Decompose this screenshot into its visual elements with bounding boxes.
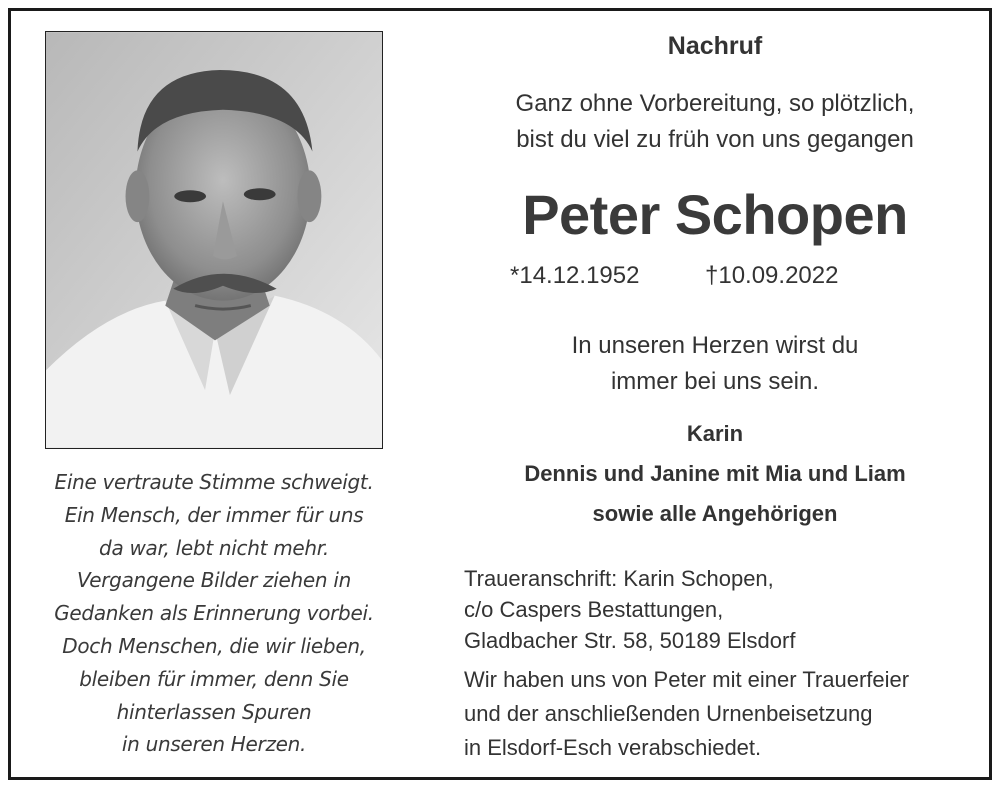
portrait-photo (45, 31, 383, 449)
address-line: Gladbacher Str. 58, 50189 Elsdorf (464, 628, 796, 653)
mourner-line: Karin (686, 421, 744, 446)
poem-line: Gedanken als Erinnerung vorbei. (54, 601, 374, 626)
farewell-line: Wir haben uns von Peter mit einer Trauerfeier (464, 667, 910, 692)
verse-line: immer bei uns sein. (610, 368, 820, 395)
poem-line: da war, lebt nicht mehr. (99, 535, 329, 560)
mourner-line: Dennis und Janine mit Mia und Liam (524, 461, 906, 486)
birth-date: *14.12.1952 (510, 262, 640, 289)
memorial-verse (440, 328, 990, 400)
intro-text (440, 86, 990, 158)
farewell-line: und der anschließenden Urnenbeisetzung (464, 701, 873, 726)
farewell-note (464, 663, 984, 765)
address-line: c/o Caspers Bestattungen, (464, 597, 724, 622)
poem-line: Vergangene Bilder ziehen in (77, 568, 351, 593)
mourners (440, 414, 990, 534)
poem-line: bleiben für immer, denn Sie (79, 666, 349, 691)
poem-line: Doch Menschen, die wir lieben, (62, 633, 366, 658)
deceased-name: Peter Schopen (522, 183, 908, 246)
poem-line: hinterlassen Spuren (116, 699, 312, 724)
poem-line: Ein Mensch, der immer für uns (64, 502, 364, 527)
verse-line: In unseren Herzen wirst du (571, 332, 859, 359)
address-line: Traueranschrift: Karin Schopen, (464, 566, 774, 591)
intro-line: Ganz ohne Vorbereitung, so plötzlich, (515, 90, 915, 117)
death-date: †10.09.2022 (705, 262, 839, 289)
notice-heading: Nachruf (667, 32, 763, 60)
mourning-address (464, 563, 984, 656)
poem-line: in unseren Herzen. (121, 732, 307, 757)
poem (45, 466, 383, 761)
farewell-line: in Elsdorf-Esch verabschiedet. (464, 735, 762, 760)
portrait-image (46, 32, 382, 448)
mourner-line: sowie alle Angehörigen (592, 501, 838, 526)
intro-line: bist du viel zu früh von uns gegangen (516, 126, 914, 153)
poem-line: Eine vertraute Stimme schweigt. (54, 470, 374, 494)
